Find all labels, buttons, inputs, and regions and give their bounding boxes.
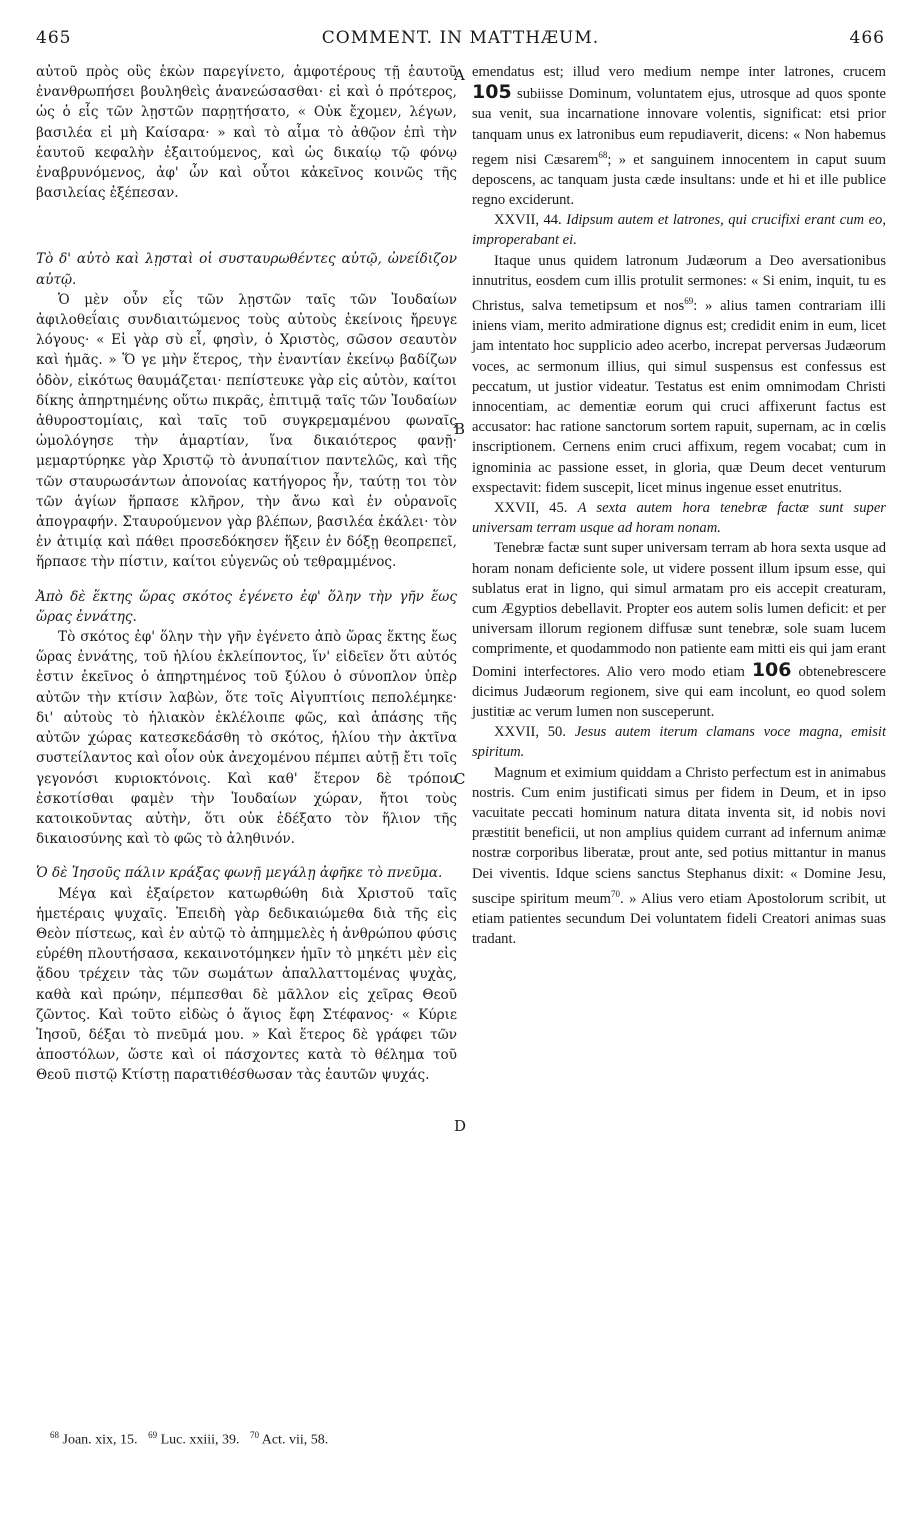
greek-lemma: Τὸ δ' αὐτὸ καὶ λῃσταὶ οἱ συσταυρωθέντες αὐτῷ, ὠνείδιζον αὐτῷ. (36, 251, 457, 288)
footnote-ref: 69 (684, 296, 694, 307)
footnote: Joan. xix, 15. (62, 1432, 138, 1448)
section-marker-a: A (454, 66, 465, 84)
greek-paragraph: Μέγα καὶ ἐξαίρετον κατωρθώθη διὰ Χριστοῦ ταῖς ἡμετέραις ψυχαῖς. Ἐπειδὴ γὰρ δεδικαιώμεθα διὰ τῆς εἰς Θεὸν πίστεως, καὶ ἐν αὐτῷ τὸ ἀπημμελὲς ἡ ἀνθρώπου φύσις εὑρέθη πλουτήσασα, κεκαινοτόμηκεν ἡμῖν τὸ μηκέτι μὲν εἰς ᾅδου τρέχειν τὰς τῶν σωμάτων ἀπαλλαττομένας ψυχὰς, καθὰ καὶ πρώην, πέμπεσθαι δὲ μᾶλλον εἰς χεῖρας Θεοῦ ζῶντος. Καὶ τοῦτο εἰδὼς ὁ ἅγιος ἔφη Στέφανος· « Κύριε Ἰησοῦ, δέξαι τὸ πνεῦμά μου. » Καὶ ἕτερος δὲ γράφει τῶν ἀποστόλων, ὥστε καὶ οἱ πάσχοντες κατὰ τὸ θέλημα τοῦ Θεοῦ πιστῷ Κτίστῃ παρατιθέσθωσαν τὰς ἑαυτῶν ψυχάς. (36, 885, 457, 1084)
footnote-ref: 70 (611, 888, 620, 899)
greek-column (36, 62, 457, 1086)
latin-lemma: XXVII, 45. A sexta autem hora tenebræ factæ sunt super universam terram usque ad horam nonam. (472, 499, 886, 537)
footnote-ref: 68 (598, 149, 608, 160)
footnote: Luc. xxiii, 39. (160, 1432, 240, 1448)
latin-paragraph: Tenebræ factæ sunt super universam terram ab hora sexta usque ad horam nonam deficiente sole, ut videre possent illum ipsum esse, qui sublatus erat in ligno, qui simul armatam pro eis accepit creaturam, cum Ægyptios debellavit. Propter eos autem solis lumen deficit: et per universam illorum regionem diffusæ sunt tenebræ, sole suam lucem comprimente, et quodammodo non patiente eam mitti eis qui jam erant Domini interfectores. Alio vero modo etiam 106 obtenebrescere dicimus Judæorum regionem, sive qui eam incolunt, eo quod solem justitiæ ac verum lumen non susceperunt. (472, 540, 887, 721)
latin-column (472, 62, 886, 949)
greek-paragraph: αὐτοῦ πρὸς οὓς ἑκὼν παρεγίνετο, ἀμφοτέρους τῇ ἑαυτοῦ ἐνανθρωπήσει βουληθεὶς ἀνανεώσασθαι· εἰ καὶ ὁ πρότερος, ὡς ὁ εἷς τῶν λῃστῶν παρῃτήσατο, « Οὐκ ἔχομεν, λέγων, βασιλέα εἰ μὴ Καίσαρα· » καὶ τὸ αἷμα τὸ ἀθῷον ἐπὶ τὴν ἑαυτοῦ κεφαλὴν ἐξαιτούμενος, καὶ ὡς δικαίῳ τῷ φόνῳ ἐναβρυνόμενος, ἀφ' ὧν καὶ οὗτοι κἀκεῖνος κοινῶς τῆς βασιλείας ἐξέπεσαν. (36, 64, 457, 202)
latin-lemma: XXVII, 44. Idipsum autem et latrones, qui crucifixi erant cum eo, improperabant ei. (472, 212, 886, 249)
greek-paragraph: Τὸ σκότος ἐφ' ὅλην τὴν γῆν ἐγένετο ἀπὸ ὥρας ἕκτης ἕως ὥρας ἐννάτης, τοῦ ἡλίου ἐκλείποντος, ἵν' εἰδεῖεν ὅτι αὐτός ἐστιν ἐκεῖνος ὁ ἀπηρτημένος τοῦ ξύλου ὁ σύνοπλον ὑπὲρ αὐτῶν τὴν κτίσιν λαβὼν, ὅτε τοῖς Αἰγυπτίοις πεπολέμηκε· δι' αὐτοὺς τὸ ἡλιακὸν ἐκλέλοιπε φῶς, καὶ ἁπάσης τῆς αὐτῶν χώρας κατεσκεδάσθη τὸ σκότος, ἡλίου τὴν ἀκτῖνα συστείλαντος καὶ οἷον οὐκ ἀνεχομένου πέμπει αὐτῇ ἔτι τοῖς γεγονόσι κυριοκτόνοις. Καὶ καθ' ἕτερον δὲ τρόπον ἐσκοτίσθαι φαμὲν τὴν Ἰουδαίων χώραν, ἤτοι τοὺς κατοικοῦντας αὐτὴν, ὅτι οὐκ ἐδέξατο τὸν ἥλιον τῆς δικαιοσύνης καὶ τὸ φῶς τὸ ἀληθινόν. (36, 629, 457, 848)
footnote: Act. vii, 58. (261, 1432, 329, 1448)
page-number-left: 465 (36, 28, 72, 48)
latin-paragraph: emendatus est; illud vero medium nempe inter latrones, crucem 105 subiisse Dominum, voluntatem ejus, utrosque ad quos sponte sua venit, sua incarnatione innovare volentis, significat: etsi prior tanquam unus ex latronibus eum repudiaverit, dicens: « Non habemus regem nisi Cæsarem$^{68}$; » et sanguinem innocentem in caput suum deposcens, ac tanquam justa cæde insultans: unde et hi et ille publice regno exciderunt. (472, 64, 886, 209)
latin-paragraph: Itaque unus quidem latronum Judæorum a Deo aversationibus innutritus, eosdem cum illis protulit sermones: « Si enim, inquit, tu es Christus, salva temetipsum et nos$^{69}$: » alius tamen contrariam illi iniens viam, merito admiratione dignus est; credidit enim in eum, licet jam intentato hoc supplicio adeo acerbo, increpat perversas Judæorum voces, ac sermonum illius, qui simul suspensus est confessus est peccatum, ut justior videatur. Testatus est enim omnimodam Christi innocentiam, ac dementiæ eorum qui cruci affixerunt factus est accusator: hac ratione sanctorum sortem rapuit, supernam, ac in cœlis inscriptionem. Cernens enim cruci affixum, regem vocabat; cum in ignominia ac passione esset, in gloria, quæ Deum decet venturum exspectavit: fidem suscepit, licet minus ingenue esset enutritus. (472, 252, 886, 496)
greek-lemma: Ὁ δὲ Ἰησοῦς πάλιν κράξας φωνῇ μεγάλῃ ἀφῆκε τὸ πνεῦμα. (36, 865, 443, 882)
running-header (36, 28, 885, 54)
latin-lemma: XXVII, 50. Jesus autem iterum clamans voce magna, emisit spiritum. (472, 724, 886, 761)
verse-ref: XXVII, 44. (494, 212, 562, 229)
latin-paragraph: Magnum et eximium quiddam a Christo perfectum est in animabus nostris. Cum enim justificati simus per fidem in Deum, et in ipso vacuitate peccati hominum natura ditata inventa sit, id nobis novi præstitit beneficii, ut non amplius quidem currant ad infernum animæ nostræ corporibus liberatæ, prout ante, sed potius mittantur in manus Dei viventis. Idque sciens sanctus Stephanus dixit: « Domine Jesu, suscipe spiritum meum$^{70}$. » Alius vero etiam Apostolorum scribit, ut etiam patientes secundum Dei voluntatem fideli Creatori animas suas tradant. (472, 764, 886, 948)
section-marker-d: D (454, 1117, 467, 1135)
column-number: 106 (751, 658, 792, 681)
verse-ref: XXVII, 45. (494, 499, 568, 516)
page-number-right: 466 (849, 28, 885, 48)
greek-lemma: Ἀπὸ δὲ ἕκτης ὥρας σκότος ἐγένετο ἐφ' ὅλην τὴν γῆν ἕως ὥρας ἐννάτης. (36, 588, 457, 625)
section-marker-c: C (454, 770, 466, 788)
footnotes: $^{68}$ Joan. xix, 15. $^{69}$ Luc. xxiii, 39. $^{70}$ Act. vii, 58. (50, 1430, 329, 1448)
greek-paragraph: Ὁ μὲν οὖν εἷς τῶν λῃστῶν ταῖς τῶν Ἰουδαίων ἀφιλοθεΐαις συνδιαιτώμενος τοὺς αὐτοὺς ἐκείνοις ἤρευγε λόγους· « Εἰ γὰρ σὺ εἶ, φησὶν, ὁ Χριστὸς, σῶσον σεαυτὸν καὶ ἡμᾶς. » Ὅ γε μὴν ἕτερος, τὴν ἐναντίαν ἐκείνῳ βαδίζων ὁδὸν, εἰκότως θαυμάζεται· πεπίστευκε γὰρ εἰς αὐτὸν, καίτοι δίκης ἀπηρτημένης οὕτω πικρᾶς, ἐπιτιμᾷ ταῖς τῶν Ἰουδαίων ἀθυροστομίαις, καὶ ταῖς τοῦ συγκρεμαμένου φωναῖς ὡμολόγησε τὴν ἁμαρτίαν, ἵνα δικαιότερος φανῇ· μεμαρτύρηκε γὰρ Χριστῷ τὸ ἀνυπαίτιον παντελῶς, καὶ τῆς τῶν σταυρωσάντων ἀπονοίας κατήγορος ἦν, ταύτῃ τοι τὸν τῶν ἁγίων ἥρπασε κλῆρον, τὴν ἄνω καὶ ἐν οὐρανοῖς ἀπογραφήν. Σταυρούμενον γὰρ βλέπων, βασιλέα ἐκάλει· τὸν ἐν ἀτιμίᾳ καὶ πάθει προσεδόκησεν ἥξειν ἐν δόξῃ θεοπρεπεῖ, ἥρπασε τὴν πίστιν, καίτοι εὐγενῶς οὐ τεθραμμένος. (36, 291, 457, 571)
column-number: 105 (472, 81, 512, 104)
verse-ref: XXVII, 50. (494, 724, 566, 741)
section-marker-b: B (454, 420, 466, 438)
running-title: COMMENT. IN MATTHÆUM. (321, 28, 600, 48)
